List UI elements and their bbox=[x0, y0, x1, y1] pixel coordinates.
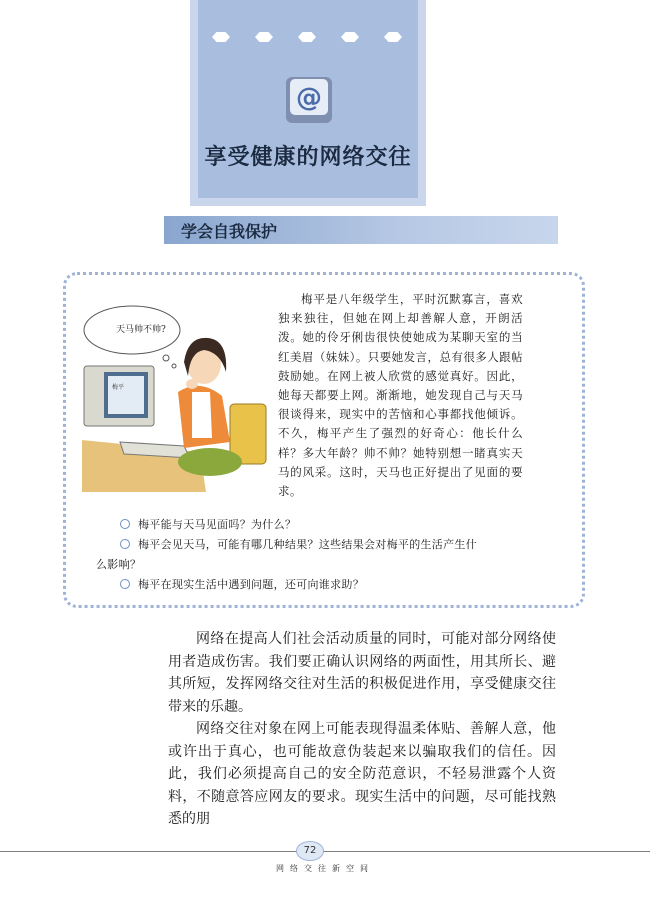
circle-bullet-icon bbox=[120, 519, 130, 529]
body-paragraph: 网络在提高人们社会活动质量的同时，可能对部分网络使用者造成伤害。我们要正确认识网络的两面性，用其所长、避其所短，发挥网络交往对生活的积极促进作用，享受健康交往带来的乐趣。 bbox=[168, 631, 556, 715]
speech-bubble-text: 天马帅不帅? bbox=[116, 325, 166, 335]
case-story bbox=[278, 290, 523, 501]
question-item bbox=[96, 535, 556, 575]
question-item bbox=[96, 515, 556, 535]
circle-bullet-icon bbox=[120, 539, 130, 549]
diamond-ornaments bbox=[212, 32, 402, 46]
footer-book-title: 网络交往新空间 bbox=[276, 864, 374, 873]
footer-divider bbox=[0, 851, 650, 852]
question-text: 梅平会见天马，可能有哪几种结果？这些结果会对梅平的生活产生什 bbox=[138, 538, 477, 551]
diamond-icon bbox=[212, 32, 230, 42]
diamond-icon bbox=[384, 32, 402, 42]
question-item bbox=[96, 575, 556, 595]
girl-at-computer-illustration bbox=[80, 292, 272, 492]
svg-text:梅平: 梅平 bbox=[112, 384, 125, 391]
page-number: 72 bbox=[296, 841, 324, 861]
diamond-icon bbox=[298, 32, 316, 42]
at-key-icon bbox=[283, 74, 335, 126]
question-text: 梅平在现实生活中遇到问题，还可向谁求助？ bbox=[138, 578, 364, 591]
discussion-questions bbox=[96, 515, 556, 595]
circle-bullet-icon bbox=[120, 579, 130, 589]
chapter-title: 享受健康的网络交往 bbox=[204, 144, 412, 170]
case-story-text: 梅平是八年级学生，平时沉默寡言，喜欢独来独往，但她在网上却善解人意，开朗活泼。她的伶牙俐齿很快使她成为某聊天室的当红美眉（妹妹）。只要她发言，总有很多人跟帖鼓励她。在网上被人欣赏的感觉真好。因此，她每天都要上网。渐渐地，她发现自己与天马很谈得来，现实中的苦恼和心事都找他倾诉。不久，梅平产生了强烈的好奇心：他长什么样？多大年龄？帅不帅？她特别想一睹真实天马的风采。这时，天马也正好提出了见面的要求。 bbox=[278, 292, 523, 499]
question-continuation: 么影响？ bbox=[96, 558, 142, 571]
section-title: 学会自我保护 bbox=[181, 222, 278, 241]
question-text: 梅平能与天马见面吗？为什么？ bbox=[138, 518, 297, 531]
diamond-icon bbox=[255, 32, 273, 42]
svg-text:@: @ bbox=[296, 83, 322, 113]
diamond-icon bbox=[341, 32, 359, 42]
body-paragraph: 网络交往对象在网上可能表现得温柔体贴、善解人意，他或许出于真心，也可能故意伪装起来以骗取我们的信任。因此，我们必须提高自己的安全防范意识，不轻易泄露个人资料，不随意答应网友的要求。现实生活中的问题，尽可能找熟悉的朋 bbox=[168, 721, 556, 827]
body-text bbox=[168, 628, 556, 831]
